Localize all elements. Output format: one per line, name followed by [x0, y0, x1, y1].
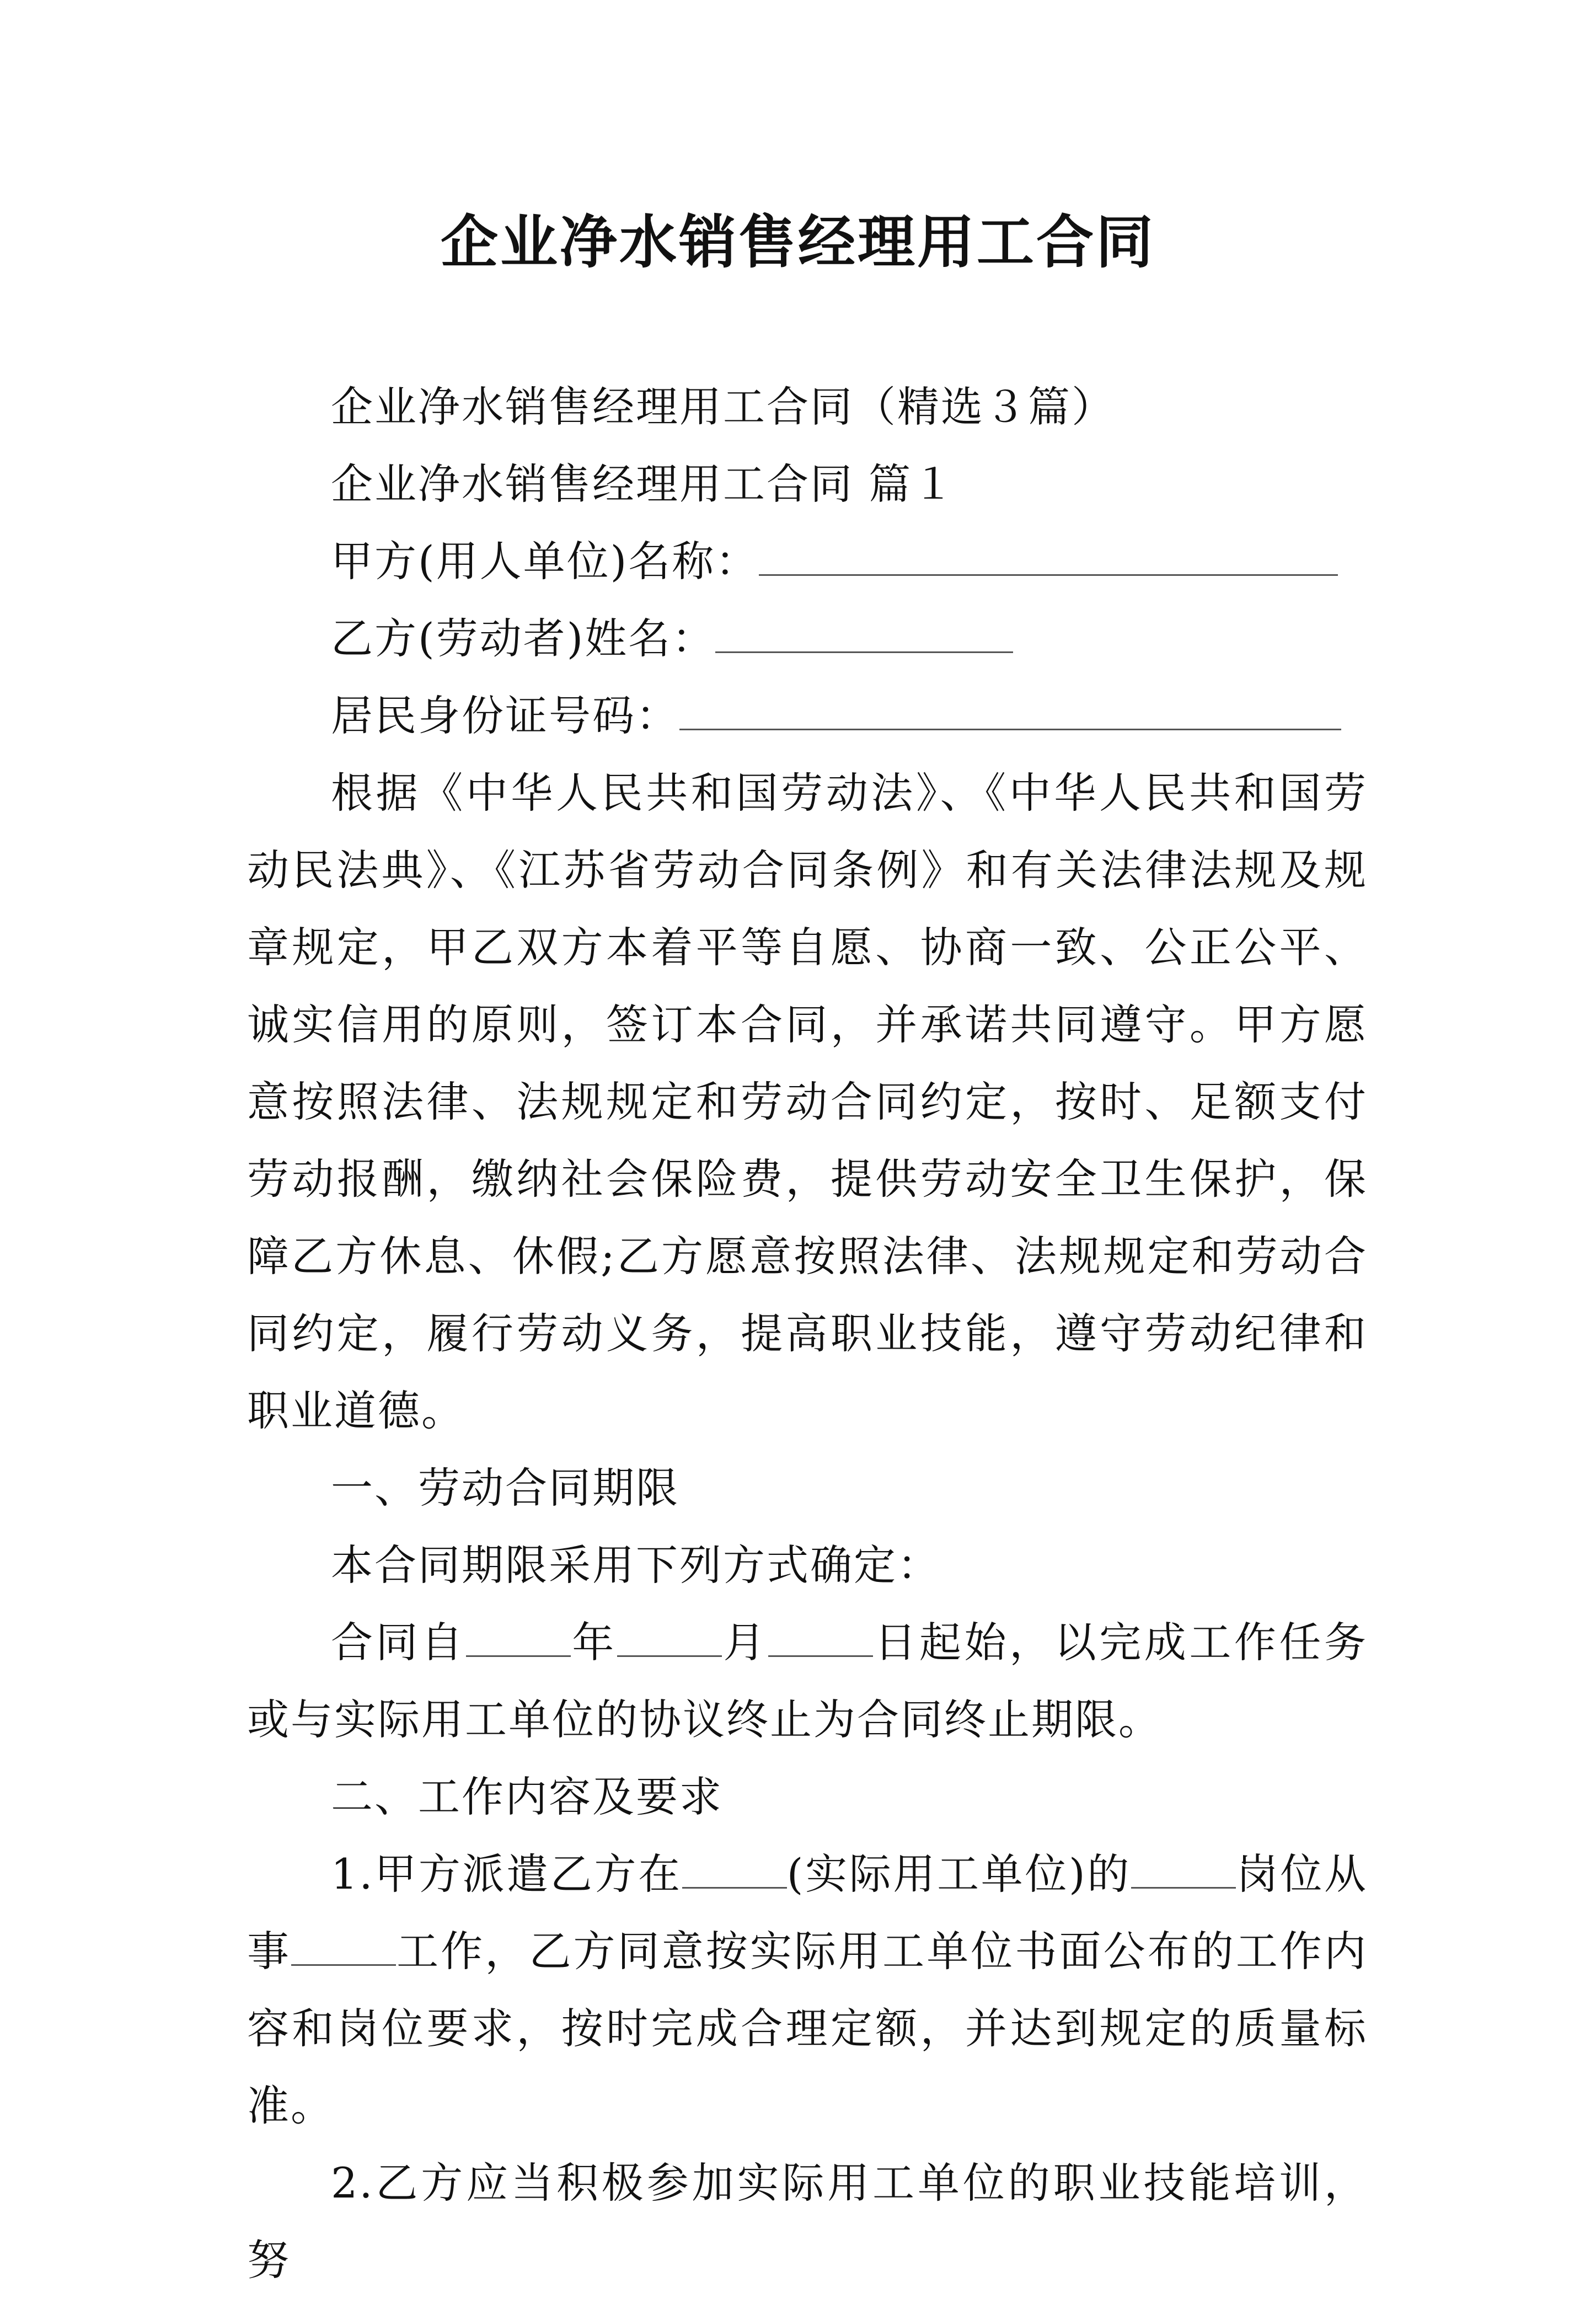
work-blank: [291, 1930, 396, 1966]
item-1-part-a: 1.甲方派遣乙方在: [331, 1849, 682, 1899]
item-1-part-d: 工作，乙方同意按实际用工单位书面公布的工作内容和岗位要求，按时完成合理定额，并达到规定的质量标准。: [247, 1927, 1368, 2130]
preamble-paragraph: 根据《中华人民共和国劳动法》、《中华人民共和国劳动民法典》、《江苏省劳动合同条例》和有关法律法规及规章规定，甲乙双方本着平等自愿、协商一致、公正公平、诚实信用的原则，签订本合同，并承诺共同遵守。甲方愿意按照法律、法规规定和劳动合同约定，按时、足额支付劳动报酬，缴纳社会保险费，提供劳动安全卫生保护，保障乙方休息、休假;乙方愿意按照法律、法规规定和劳动合同约定，履行劳动义务，提高职业技能，遵守劳动纪律和职业道德。: [247, 768, 1368, 1435]
id-blank: [679, 694, 1341, 730]
item-1: [247, 1836, 1368, 2145]
document-body: [247, 368, 1368, 2299]
section-heading: 企业净水销售经理用工合同 篇１: [331, 459, 956, 509]
id-line: [247, 677, 1368, 755]
section-1-line-1: 本合同期限采用下列方式确定：: [331, 1541, 941, 1590]
year-label: 年: [570, 1618, 617, 1667]
party-b-label: 乙方(劳动者)姓名：: [331, 614, 716, 663]
party-a-line: [247, 523, 1368, 600]
party-b-line: [247, 600, 1368, 677]
employer-blank: [682, 1853, 787, 1889]
month-label: 月: [721, 1618, 768, 1667]
item-1-part-b: (实际用工单位)的: [786, 1849, 1132, 1899]
contract-start-prefix: 合同自: [331, 1618, 466, 1667]
subtitle: 企业净水销售经理用工合同（精选３篇）: [331, 382, 1115, 431]
section-2-heading: 二、工作内容及要求: [331, 1772, 723, 1821]
position-blank: [1131, 1853, 1236, 1889]
item-1-part-c: 岗位从事: [247, 1849, 1368, 1976]
item-2: 2.乙方应当积极参加实际用工单位的职业技能培训，努: [247, 2158, 1368, 2285]
document-title: 企业净水销售经理用工合同: [440, 208, 1155, 276]
section-1-heading: 一、劳动合同期限: [331, 1463, 679, 1512]
party-a-label: 甲方(用人单位)名称：: [331, 537, 759, 586]
month-blank: [617, 1621, 722, 1657]
section-1-line-2: [247, 1604, 1368, 1758]
year-blank: [466, 1621, 571, 1657]
id-label: 居民身份证号码：: [331, 691, 679, 740]
contract-start-suffix: 日起始，以完成工作任务或与实际用工单位的协议终止为合同终止期限。: [247, 1618, 1368, 1744]
day-blank: [768, 1621, 873, 1657]
party-b-blank: [715, 617, 1013, 653]
party-a-blank: [759, 540, 1338, 576]
